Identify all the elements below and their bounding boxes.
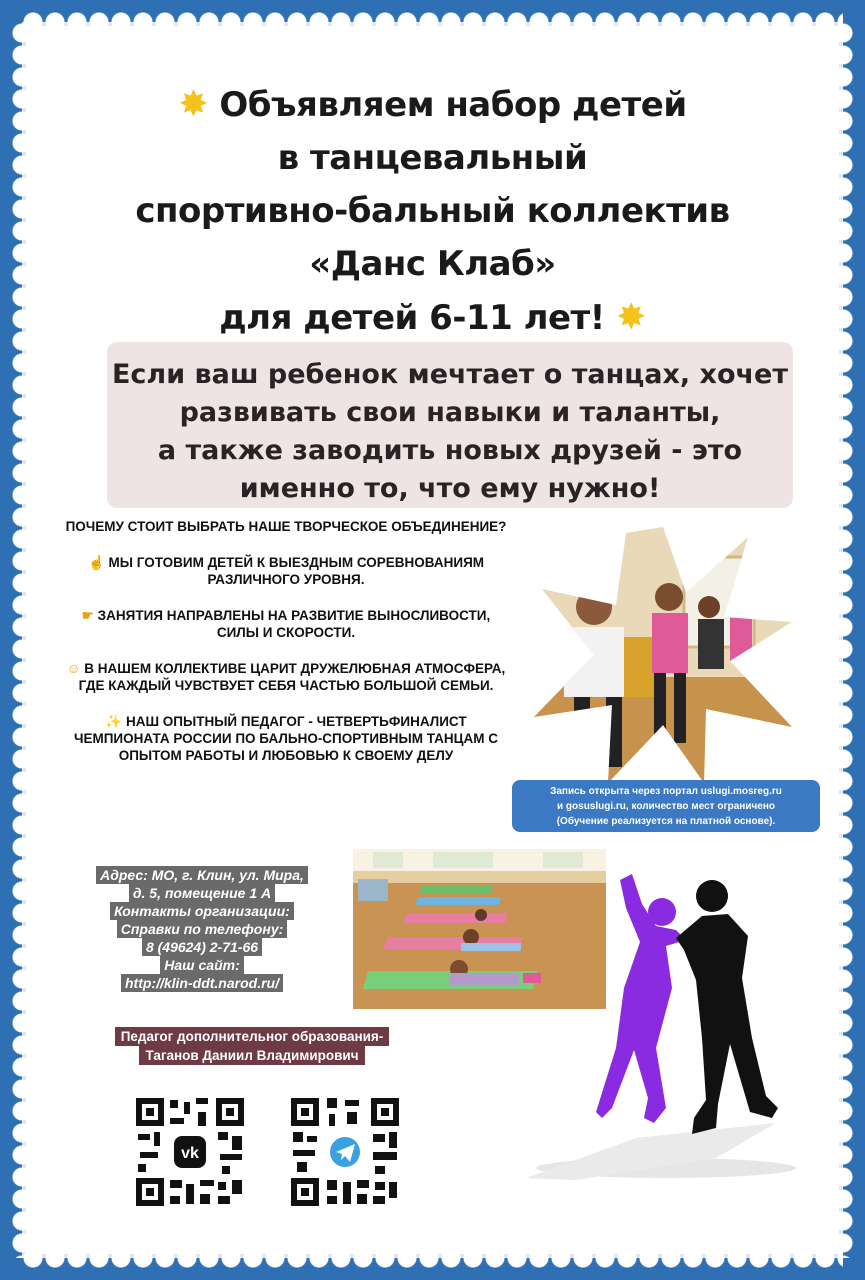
teacher-title: Педагог дополнительног образования- [115, 1027, 390, 1046]
pitch-line-1: Если ваш ребенок мечтает о танцах, хочет [111, 359, 789, 390]
address-line: Адрес: МО, г. Клин, ул. Мира, [96, 866, 308, 884]
teacher-block [79, 1027, 425, 1065]
title-line-2: в танцевальный [277, 138, 588, 178]
star-icon: ✸ [616, 297, 646, 338]
phone-number[interactable]: 8 (49624) 2-71-66 [142, 938, 262, 956]
title-line-4: «Данс Клаб» [309, 244, 556, 284]
poster-title [60, 78, 805, 345]
why-item: ☝ МЫ ГОТОВИМ ДЕТЕЙ К ВЫЕЗДНЫМ СОРЕВНОВАНИЯМ РАЗЛИЧНОГО УРОВНЯ. [87, 555, 485, 587]
why-item: ☛ ЗАНЯТИЯ НАПРАВЛЕНЫ НА РАЗВИТИЕ ВЫНОСЛИВОСТИ, СИЛЫ И СКОРОСТИ. [81, 608, 491, 640]
website-link[interactable]: http://klin-ddt.narod.ru/ [121, 974, 283, 992]
why-item: ✨ НАШ ОПЫТНЫЙ ПЕДАГОГ - ЧЕТВЕРТЬФИНАЛИСТ ЧЕМПИОНАТА РОССИИ ПО БАЛЬНО-СПОРТИВНЫМ ТАНЦАМ С ОПЫТОМ РАБОТЫ И ЛЮБОВЬЮ К СВОЕМУ ДЕЛУ [73, 714, 499, 763]
registration-info: Запись открыта через портал uslugi.mosreg.ru и gosuslugi.ru, количество мест ограничено (Обучение реализуется на платной основе). [512, 780, 820, 832]
point-right-icon: ☛ [81, 608, 94, 623]
ballroom-dancers-silhouette [516, 868, 812, 1184]
pitch-line-3: а также заводить новых друзей - это [157, 435, 743, 466]
telegram-qr-code[interactable] [289, 1096, 401, 1208]
pitch-line-2: развивать свои навыки и таланты, [179, 397, 721, 428]
why-us-heading: ПОЧЕМУ СТОИТ ВЫБРАТЬ НАШЕ ТВОРЧЕСКОЕ ОБЪЕДИНЕНИЕ? [65, 519, 507, 534]
contacts-label: Контакты организации: [110, 902, 294, 920]
why-item: ☺ В НАШЕМ КОЛЛЕКТИВЕ ЦАРИТ ДРУЖЕЛЮБНАЯ АТМОСФЕРА, ГДЕ КАЖДЫЙ ЧУВСТВУЕТ СЕБЯ ЧАСТЬЮ БОЛЬШОЙ СЕМЬИ. [66, 661, 506, 693]
title-line-3: спортивно-бальный коллектив [135, 191, 730, 231]
wink-icon: ☺ [66, 661, 81, 676]
contacts-block [60, 866, 344, 992]
pitch-line-4: именно то, что ему нужно! [239, 473, 661, 504]
teacher-name: Таганов Даниил Владимирович [139, 1046, 364, 1065]
address-line: д. 5, помещение 1 А [129, 884, 275, 902]
why-us-section [62, 518, 510, 783]
title-line-1: Объявляем набор детей [219, 85, 687, 125]
dance-class-photo [534, 527, 792, 783]
star-icon: ✸ [178, 84, 209, 125]
title-line-5: для детей 6-11 лет! [219, 298, 605, 338]
sparkles-icon: ✨ [105, 714, 123, 729]
pitch-box [107, 342, 793, 508]
point-up-icon: ☝ [87, 555, 105, 570]
vk-qr-code[interactable] [134, 1096, 246, 1208]
svg-text:vk: vk [181, 1145, 199, 1162]
website-label: Наш сайт: [160, 956, 243, 974]
phone-label: Справки по телефону: [117, 920, 288, 938]
